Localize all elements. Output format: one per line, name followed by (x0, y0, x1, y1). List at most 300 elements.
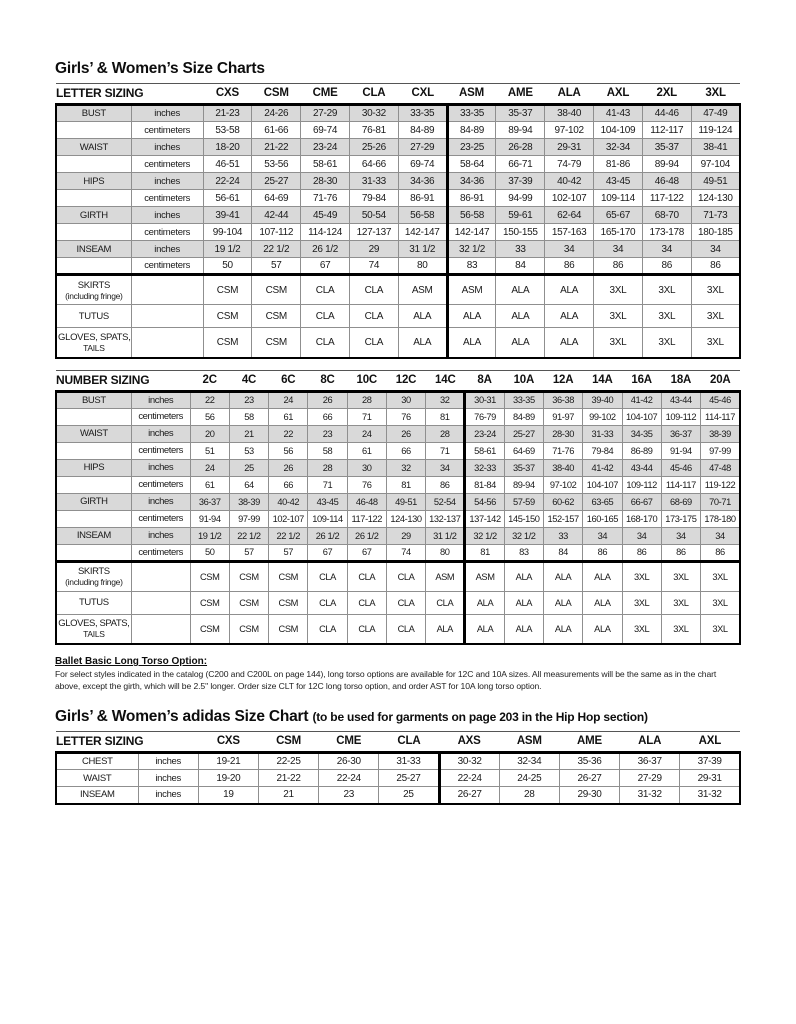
size-cell: ALA (496, 328, 545, 358)
size-cell: 22-24 (203, 173, 252, 190)
size-cell: CSM (203, 328, 252, 358)
size-cell: 26-27 (559, 770, 619, 787)
size-cell: 30 (347, 459, 386, 476)
size-cell: 70-71 (701, 493, 740, 510)
size-cell: 41-43 (594, 105, 643, 122)
size-cell: ALA (465, 614, 504, 644)
size-cell: CSM (229, 561, 268, 591)
row-label (56, 510, 131, 527)
size-cell: 165-170 (594, 224, 643, 241)
size-cell: 83 (447, 258, 496, 275)
size-cell: 26 1/2 (347, 527, 386, 544)
size-cell: 36-37 (661, 425, 700, 442)
column-header: ALA (620, 732, 680, 753)
size-cell: 26-27 (439, 787, 499, 804)
column-header: AME (496, 84, 545, 105)
size-cell: 3XL (691, 328, 740, 358)
size-cell: 64-69 (504, 442, 543, 459)
size-cell: 69-74 (301, 122, 350, 139)
page-title: Girls’ & Women’s Size Charts (55, 60, 265, 77)
size-cell: 26 (269, 459, 308, 476)
size-cell: 43-44 (622, 459, 661, 476)
size-cell: 57 (252, 258, 301, 275)
long-torso-note (55, 656, 741, 692)
unit-label: inches (138, 787, 198, 804)
unit-label: centimeters (131, 122, 203, 139)
size-cell: 40-42 (269, 493, 308, 510)
row-label: WAIST (56, 425, 131, 442)
size-cell: 81-84 (465, 476, 504, 493)
size-cell: ALA (398, 328, 447, 358)
size-cell: 32 (386, 459, 425, 476)
size-cell: CSM (190, 561, 229, 591)
size-cell: 89-94 (496, 122, 545, 139)
size-cell: CSM (269, 614, 308, 644)
unit-label: inches (131, 459, 190, 476)
size-cell: 3XL (622, 614, 661, 644)
size-cell: 26 1/2 (301, 241, 350, 258)
size-cell: 71 (426, 442, 465, 459)
size-cell: 45-46 (661, 459, 700, 476)
size-cell: 3XL (691, 305, 740, 328)
size-cell: 34 (583, 527, 622, 544)
unit-label: inches (131, 173, 203, 190)
size-cell: 34 (661, 527, 700, 544)
size-cell: 3XL (661, 561, 700, 591)
size-cell: 58 (308, 442, 347, 459)
size-cell: 157-163 (545, 224, 594, 241)
header-row (56, 84, 740, 105)
size-cell: 81 (386, 476, 425, 493)
unit-label: centimeters (131, 510, 190, 527)
column-header: CSM (252, 84, 301, 105)
table-row (56, 139, 740, 156)
size-cell: 86-89 (622, 442, 661, 459)
column-header: AXS (439, 732, 499, 753)
unit-label: inches (138, 753, 198, 770)
size-cell: 86 (622, 544, 661, 561)
column-header: CSM (258, 732, 318, 753)
size-cell: 47-49 (691, 105, 740, 122)
size-cell: 25-26 (349, 139, 398, 156)
size-cell: 79-84 (583, 442, 622, 459)
column-header: 14A (583, 370, 622, 391)
column-header: 8A (465, 370, 504, 391)
size-cell: 33 (543, 527, 582, 544)
size-cell: 31-33 (379, 753, 439, 770)
size-cell: 59-61 (496, 207, 545, 224)
size-cell: 91-97 (543, 408, 582, 425)
size-cell: 71 (347, 408, 386, 425)
unit-label: inches (131, 527, 190, 544)
size-cell: 84-89 (447, 122, 496, 139)
size-cell: 41-42 (583, 459, 622, 476)
row-label: SKIRTS (including fringe) (56, 275, 131, 305)
size-cell: 86 (583, 544, 622, 561)
size-cell: 3XL (622, 591, 661, 614)
column-header: 2XL (642, 84, 691, 105)
size-cell: 43-44 (661, 391, 700, 408)
size-cell: 76-79 (465, 408, 504, 425)
column-header: CLA (349, 84, 398, 105)
size-cell: CSM (269, 561, 308, 591)
size-cell: 61 (190, 476, 229, 493)
table-row (56, 207, 740, 224)
size-cell: 3XL (642, 305, 691, 328)
unit-label: inches (131, 425, 190, 442)
size-cell: 86 (545, 258, 594, 275)
size-cell: 26-28 (496, 139, 545, 156)
column-header: 16A (622, 370, 661, 391)
size-cell: 21-23 (203, 105, 252, 122)
table-row (56, 614, 740, 644)
size-cell: 117-122 (347, 510, 386, 527)
size-cell: 58-64 (447, 156, 496, 173)
unit-label: inches (131, 207, 203, 224)
size-cell: 34 (426, 459, 465, 476)
size-cell: 47-48 (701, 459, 740, 476)
size-cell: 53-58 (203, 122, 252, 139)
size-cell: 137-142 (465, 510, 504, 527)
size-cell: 127-137 (349, 224, 398, 241)
adidas-chart-title (55, 708, 741, 726)
size-cell: 89-94 (504, 476, 543, 493)
table-row (56, 591, 740, 614)
table-row (56, 224, 740, 241)
size-cell: 99-104 (203, 224, 252, 241)
size-cell: 58-61 (301, 156, 350, 173)
column-header: 12C (386, 370, 425, 391)
size-cell: 22 1/2 (229, 527, 268, 544)
size-cell: ASM (398, 275, 447, 305)
size-cell: 19 1/2 (190, 527, 229, 544)
unit-label: centimeters (131, 442, 190, 459)
size-cell: 43-45 (594, 173, 643, 190)
size-cell: CSM (269, 591, 308, 614)
size-cell: ALA (496, 305, 545, 328)
size-cell: 42-44 (252, 207, 301, 224)
size-cell: 46-48 (642, 173, 691, 190)
size-cell: 71-76 (301, 190, 350, 207)
size-cell: 3XL (661, 591, 700, 614)
unit-label: inches (131, 105, 203, 122)
size-cell: 76-81 (349, 122, 398, 139)
size-cell: 21 (258, 787, 318, 804)
column-header: 8C (308, 370, 347, 391)
size-cell: 104-107 (583, 476, 622, 493)
size-cell: 28 (308, 459, 347, 476)
size-cell: 56 (190, 408, 229, 425)
size-cell: 109-114 (308, 510, 347, 527)
size-cell: 26 1/2 (308, 527, 347, 544)
size-cell: 31-32 (620, 787, 680, 804)
size-cell: ALA (543, 591, 582, 614)
size-cell: ALA (543, 561, 582, 591)
size-cell: 35-36 (559, 753, 619, 770)
size-cell: 44-46 (642, 105, 691, 122)
size-cell: 84-89 (398, 122, 447, 139)
size-cell: CLA (308, 561, 347, 591)
size-cell: 22 1/2 (252, 241, 301, 258)
unit-label: inches (131, 493, 190, 510)
size-cell: 32 1/2 (447, 241, 496, 258)
size-cell: 81 (426, 408, 465, 425)
column-header: 20A (701, 370, 740, 391)
size-cell: 27-29 (398, 139, 447, 156)
size-cell: 80 (398, 258, 447, 275)
table-row (56, 425, 740, 442)
size-cell: 34 (622, 527, 661, 544)
size-cell: 66 (308, 408, 347, 425)
table-row (56, 510, 740, 527)
size-cell: ASM (447, 275, 496, 305)
size-cell: 34-36 (398, 173, 447, 190)
size-cell: 35-37 (642, 139, 691, 156)
size-cell: 50 (190, 544, 229, 561)
column-header: AXL (680, 732, 740, 753)
size-cell: 56-58 (398, 207, 447, 224)
unit-label: inches (131, 391, 190, 408)
size-cell: 24 (190, 459, 229, 476)
column-header: 12A (543, 370, 582, 391)
unit-label: inches (138, 770, 198, 787)
size-cell: 23 (229, 391, 268, 408)
row-label (56, 408, 131, 425)
size-cell: 74 (349, 258, 398, 275)
size-cell: CLA (349, 305, 398, 328)
unit-label (131, 561, 190, 591)
row-label: INSEAM (56, 241, 131, 258)
size-cell: 150-155 (496, 224, 545, 241)
size-cell: 21-22 (252, 139, 301, 156)
size-cell: 21 (229, 425, 268, 442)
size-cell: 46-51 (203, 156, 252, 173)
size-cell: 180-185 (691, 224, 740, 241)
unit-label (131, 275, 203, 305)
size-cell: ALA (465, 591, 504, 614)
size-cell: 86 (691, 258, 740, 275)
size-cell: 112-117 (642, 122, 691, 139)
size-cell: 51 (190, 442, 229, 459)
table-title: LETTER SIZING (56, 84, 203, 105)
table-row (56, 391, 740, 408)
size-cell: ALA (583, 614, 622, 644)
size-cell: 60-62 (543, 493, 582, 510)
column-header: CXS (198, 732, 258, 753)
size-cell: ALA (447, 328, 496, 358)
row-label (56, 122, 131, 139)
size-cell: 25-27 (252, 173, 301, 190)
column-header: ASM (447, 84, 496, 105)
size-cell: CSM (190, 614, 229, 644)
size-cell: 97-99 (701, 442, 740, 459)
size-cell: 3XL (622, 561, 661, 591)
unit-label: inches (131, 139, 203, 156)
size-cell: CSM (252, 275, 301, 305)
size-cell: 68-69 (661, 493, 700, 510)
size-cell: 19 (198, 787, 258, 804)
size-cell: 84 (496, 258, 545, 275)
size-cell: 32-33 (465, 459, 504, 476)
size-cell: 97-99 (229, 510, 268, 527)
size-cell: 38-39 (701, 425, 740, 442)
size-cell: 31 1/2 (426, 527, 465, 544)
unit-label: centimeters (131, 544, 190, 561)
size-cell: 29-30 (559, 787, 619, 804)
size-cell: ALA (583, 561, 622, 591)
size-cell: ALA (543, 614, 582, 644)
size-cell: 3XL (691, 275, 740, 305)
size-cell: 119-124 (691, 122, 740, 139)
size-cell: 37-39 (680, 753, 740, 770)
table-row (56, 770, 740, 787)
size-cell: CLA (301, 305, 350, 328)
size-cell: 36-38 (543, 391, 582, 408)
size-cell: 142-147 (447, 224, 496, 241)
size-cell: 3XL (701, 591, 740, 614)
size-cell: 32 1/2 (465, 527, 504, 544)
size-cell: 64-69 (252, 190, 301, 207)
size-cell: CLA (349, 275, 398, 305)
size-cell: 28 (426, 425, 465, 442)
size-cell: 57 (229, 544, 268, 561)
size-cell: 114-117 (701, 408, 740, 425)
size-cell: 31-33 (583, 425, 622, 442)
size-cell: ALA (583, 591, 622, 614)
size-cell: 3XL (661, 614, 700, 644)
row-label (56, 190, 131, 207)
unit-label: centimeters (131, 408, 190, 425)
size-cell: 86 (701, 544, 740, 561)
table-row (56, 173, 740, 190)
size-cell: 58-61 (465, 442, 504, 459)
unit-label (131, 328, 203, 358)
size-cell: 33-35 (504, 391, 543, 408)
size-cell: 71-76 (543, 442, 582, 459)
size-cell: 23-24 (465, 425, 504, 442)
size-cell: 74 (386, 544, 425, 561)
size-cell: 26-30 (319, 753, 379, 770)
note-body: For select styles indicated in the catalog (C200 and C200L on page 144), long torso options are available for 12C and 10A sizes. All measurements will be the same as in the chart above, except the girth, which will be 2.5" longer. Order size CLT for 12C long torso option, and order AST for 10A long torso option. (55, 669, 717, 692)
column-header: CXS (203, 84, 252, 105)
size-cell: 178-180 (701, 510, 740, 527)
size-cell: 19-21 (198, 753, 258, 770)
size-cell: 173-178 (642, 224, 691, 241)
table-row (56, 476, 740, 493)
column-header: 10C (347, 370, 386, 391)
size-cell: 114-117 (661, 476, 700, 493)
unit-label: centimeters (131, 224, 203, 241)
number-sizing-table (55, 370, 741, 646)
size-cell: CSM (203, 305, 252, 328)
size-cell: ALA (496, 275, 545, 305)
size-cell: 24 (269, 391, 308, 408)
size-cell: 24 (347, 425, 386, 442)
row-label: GIRTH (56, 207, 131, 224)
size-cell: CLA (301, 328, 350, 358)
size-cell: 66-67 (622, 493, 661, 510)
size-cell: 97-104 (691, 156, 740, 173)
size-cell: 49-51 (691, 173, 740, 190)
size-cell: 34 (642, 241, 691, 258)
row-label: TUTUS (56, 591, 131, 614)
size-cell: 124-130 (386, 510, 425, 527)
size-cell: 36-37 (190, 493, 229, 510)
row-label (56, 544, 131, 561)
size-cell: 31-33 (349, 173, 398, 190)
size-cell: 117-122 (642, 190, 691, 207)
size-cell: ALA (545, 305, 594, 328)
size-cell: 19 1/2 (203, 241, 252, 258)
size-cell: 84-89 (504, 408, 543, 425)
adidas-sizing-table (55, 731, 741, 805)
size-cell: 31-32 (680, 787, 740, 804)
size-cell: 76 (386, 408, 425, 425)
column-header: ALA (545, 84, 594, 105)
size-cell: 34-35 (622, 425, 661, 442)
size-cell: CSM (229, 614, 268, 644)
column-header: 2C (190, 370, 229, 391)
size-cell: 124-130 (691, 190, 740, 207)
size-cell: 86-91 (447, 190, 496, 207)
size-cell: 76 (347, 476, 386, 493)
size-cell: CLA (349, 328, 398, 358)
size-cell: CLA (301, 275, 350, 305)
size-cell: 114-124 (301, 224, 350, 241)
size-cell: 29 (386, 527, 425, 544)
size-cell: 22-24 (319, 770, 379, 787)
column-header: ASM (499, 732, 559, 753)
size-cell: 21-22 (258, 770, 318, 787)
size-cell: 58 (229, 408, 268, 425)
row-label (56, 156, 131, 173)
note-heading: Ballet Basic Long Torso Option: (55, 656, 208, 667)
size-cell: 86-91 (398, 190, 447, 207)
size-cell: 34 (701, 527, 740, 544)
size-cell: 3XL (701, 614, 740, 644)
size-cell: 86 (594, 258, 643, 275)
unit-label: centimeters (131, 476, 190, 493)
size-cell: 24-25 (499, 770, 559, 787)
size-cell: ALA (504, 614, 543, 644)
size-cell: 34 (594, 241, 643, 258)
unit-label (131, 614, 190, 644)
size-cell: 61 (269, 408, 308, 425)
size-cell: 102-107 (545, 190, 594, 207)
size-cell: 37-39 (496, 173, 545, 190)
row-label: INSEAM (56, 787, 138, 804)
row-label: WAIST (56, 139, 131, 156)
size-cell: CLA (347, 614, 386, 644)
size-cell: 25 (379, 787, 439, 804)
size-cell: 23 (308, 425, 347, 442)
unit-label: inches (131, 241, 203, 258)
size-cell: 19-20 (198, 770, 258, 787)
row-label: GIRTH (56, 493, 131, 510)
size-cell: 18-20 (203, 139, 252, 156)
size-cell: 109-112 (622, 476, 661, 493)
size-cell: 56-58 (447, 207, 496, 224)
size-cell: CLA (308, 614, 347, 644)
size-cell: 61-66 (252, 122, 301, 139)
size-cell: 57 (269, 544, 308, 561)
size-cell: 145-150 (504, 510, 543, 527)
size-cell: ASM (465, 561, 504, 591)
size-cell: 25 (229, 459, 268, 476)
size-cell: 71-73 (691, 207, 740, 224)
table-row (56, 122, 740, 139)
size-cell: 89-94 (642, 156, 691, 173)
